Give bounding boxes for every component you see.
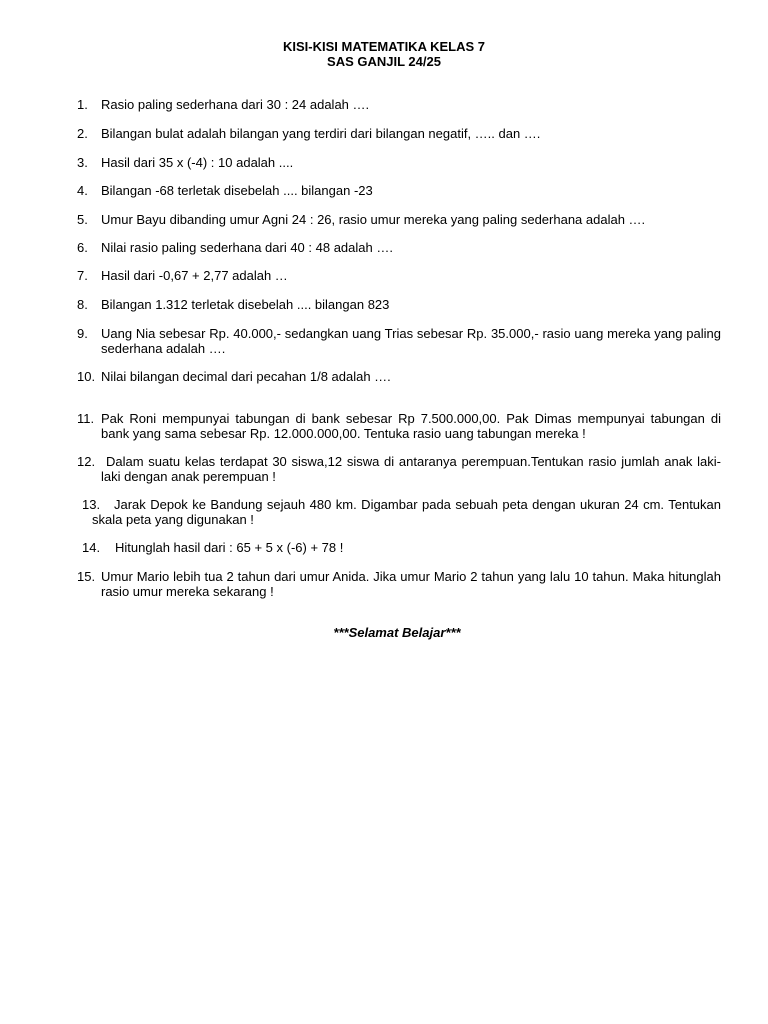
question-text: Umur Bayu dibanding umur Agni 24 : 26, rasio umur mereka yang paling sederhana adalah …. xyxy=(101,212,646,227)
question-number: 12. xyxy=(77,454,96,469)
question-text: Jarak Depok ke Bandung sejauh 480 km. Digambar pada sebuah peta dengan ukuran 24 cm. Tentukan skala peta yang digunakan ! xyxy=(92,497,721,527)
question-text: Hasil dari 35 x (-4) : 10 adalah .... xyxy=(101,155,294,170)
question-number: 15. xyxy=(77,569,96,584)
question-text: Umur Mario lebih tua 2 tahun dari umur Anida. Jika umur Mario 2 tahun yang lalu 10 tahun. Maka hitunglah rasio umur mereka sekarang ! xyxy=(101,569,721,599)
question-text: Bilangan bulat adalah bilangan yang terdiri dari bilangan negatif, ….. dan …. xyxy=(101,126,541,141)
question-number: 2. xyxy=(77,126,88,141)
question-text: Hasil dari -0,67 + 2,77 adalah … xyxy=(101,268,288,283)
closing-message: ***Selamat Belajar*** xyxy=(333,625,461,640)
question-number: 7. xyxy=(77,268,88,283)
question-text: Bilangan -68 terletak disebelah .... bilangan -23 xyxy=(101,183,373,198)
question-text: Uang Nia sebesar Rp. 40.000,- sedangkan uang Trias sebesar Rp. 35.000,- rasio uang mereka yang paling sederhana adalah …. xyxy=(101,326,721,356)
question-text: Hitunglah hasil dari : 65 + 5 x (-6) + 78 ! xyxy=(115,540,344,555)
question-number: 11. xyxy=(77,411,95,426)
question-number: 3. xyxy=(77,155,88,170)
document-subtitle: SAS GANJIL 24/25 xyxy=(327,54,441,69)
question-number: 5. xyxy=(77,212,88,227)
question-number: 8. xyxy=(77,297,88,312)
question-number: 4. xyxy=(77,183,88,198)
question-number: 13. xyxy=(82,497,101,512)
question-number: 6. xyxy=(77,240,88,255)
question-text: Dalam suatu kelas terdapat 30 siswa,12 siswa di antaranya perempuan.Tentukan rasio jumlah anak laki-laki dengan anak perempuan ! xyxy=(101,454,721,484)
question-text: Nilai rasio paling sederhana dari 40 : 48 adalah …. xyxy=(101,240,393,255)
question-text: Pak Roni mempunyai tabungan di bank sebesar Rp 7.500.000,00. Pak Dimas mempunyai tabungan di bank yang sama sebesar Rp. 12.000.000,00. Tentuka rasio uang tabungan mereka ! xyxy=(101,411,721,441)
question-number: 1. xyxy=(77,97,88,112)
question-text: Nilai bilangan decimal dari pecahan 1/8 adalah …. xyxy=(101,369,391,384)
question-text: Bilangan 1.312 terletak disebelah .... bilangan 823 xyxy=(101,297,390,312)
question-number: 14. xyxy=(82,540,101,555)
document-title: KISI-KISI MATEMATIKA KELAS 7 xyxy=(283,39,485,54)
question-number: 9. xyxy=(77,326,88,341)
question-text: Rasio paling sederhana dari 30 : 24 adalah …. xyxy=(101,97,370,112)
question-number: 10. xyxy=(77,369,96,384)
